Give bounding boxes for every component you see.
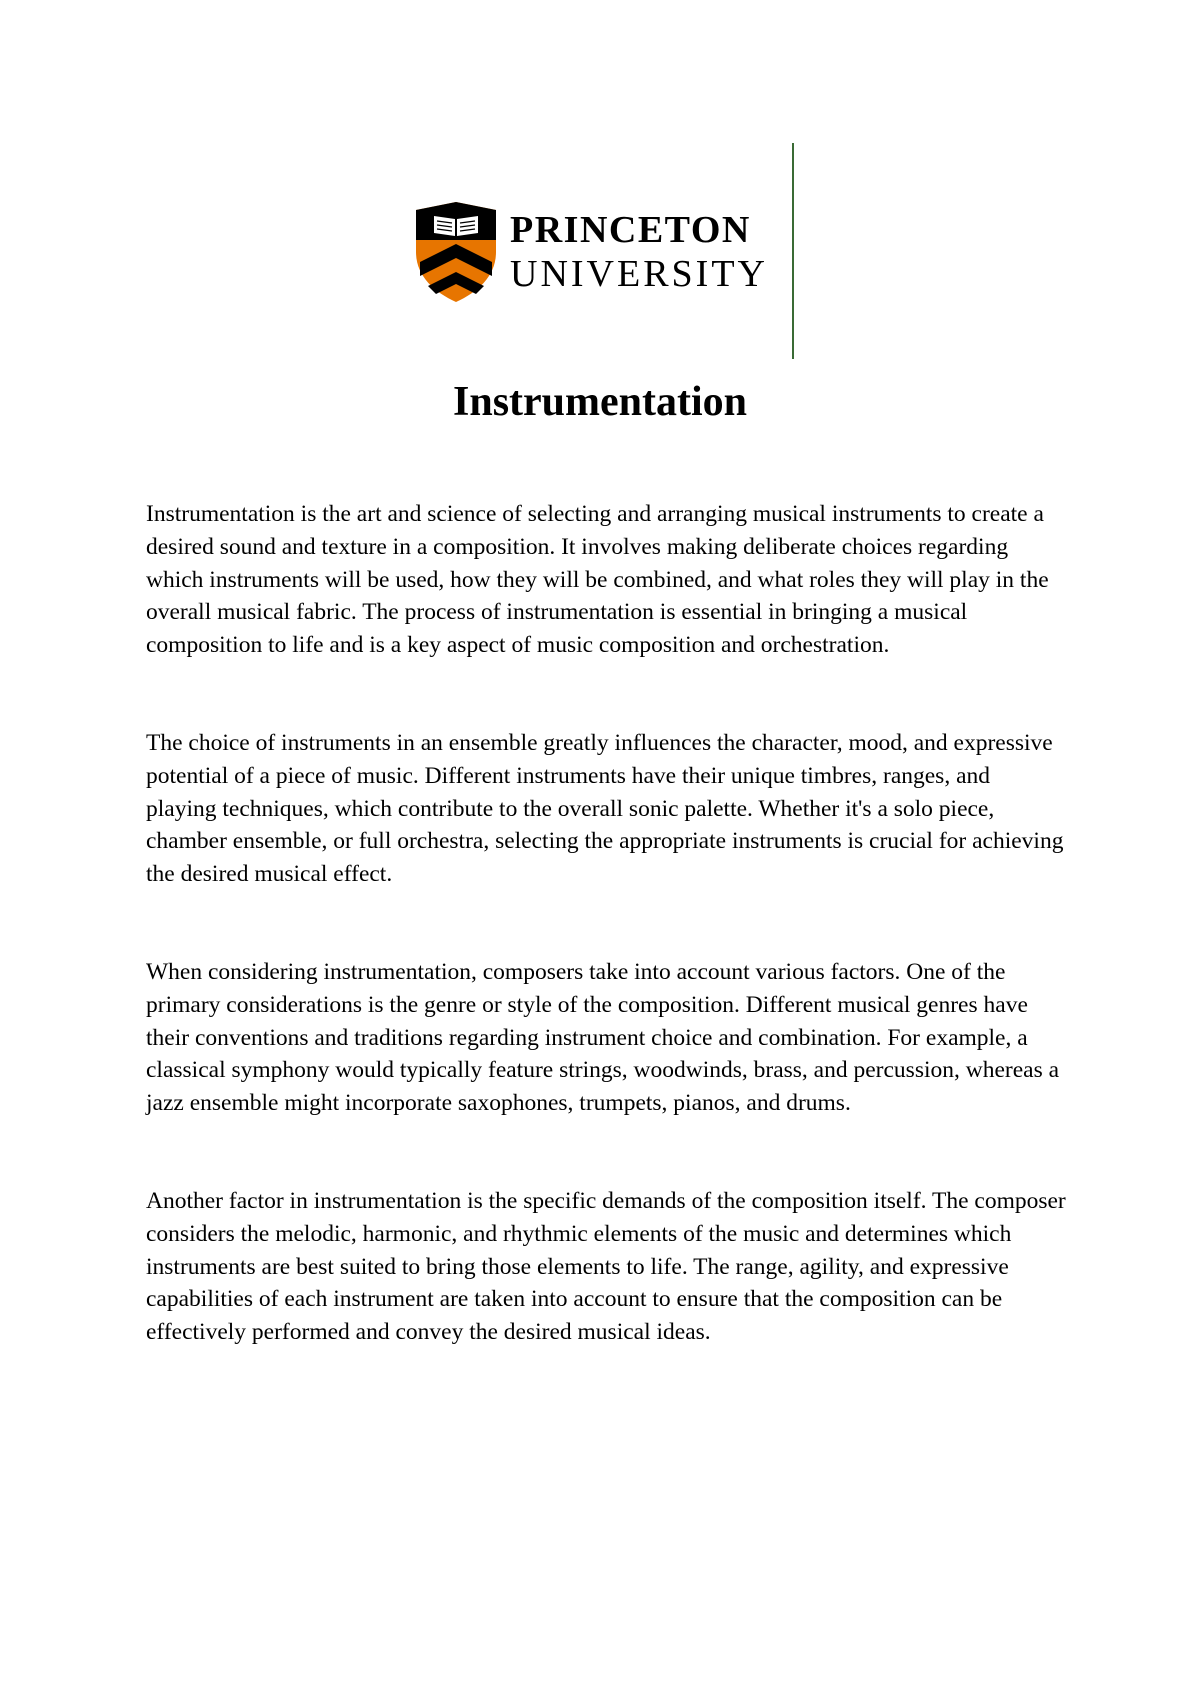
paragraph-3: When considering instrumentation, composers take into account various factors. One of the primary considerations is the genre or style of the composition. Different musical genres have their conventions and traditions regarding instrument choice and combination. For example, a classical symphony would typically feature strings, woodwinds, brass, and percussion, whereas a jazz ensemble might incorporate saxophones, trumpets, pianos, and drums.: [146, 958, 1060, 1117]
university-wordmark: [510, 208, 800, 296]
paragraph-4: Another factor in instrumentation is the specific demands of the composition itself. The composer considers the melodic, harmonic, and rhythmic elements of the music and determines which instruments are best suited to bring those elements to life. The range, agility, and expressive capabilities of each instrument are taken into account to ensure that the composition can be effectively performed and convey the desired musical ideas.: [146, 1187, 1066, 1346]
document-body: [146, 498, 1066, 1414]
shield-icon: [414, 200, 498, 304]
document-title: Instrumentation: [452, 379, 748, 425]
wordmark-line-2: UNIVERSITY: [510, 253, 768, 295]
paragraph-2: The choice of instruments in an ensemble greatly influences the character, mood, and expressive potential of a piece of music. Different instruments have their unique timbres, ranges, and playing techniques, which contribute to the overall sonic palette. Whether it's a solo piece, chamber ensemble, or full orchestra, selecting the appropriate instruments is crucial for achieving the desired musical effect.: [146, 729, 1064, 888]
vertical-divider: [792, 143, 794, 359]
wordmark-line-1: PRINCETON: [510, 209, 751, 251]
university-logo: [414, 196, 794, 312]
paragraph-1: Instrumentation is the art and science of selecting and arranging musical instruments to create a desired sound and texture in a composition. It involves making deliberate choices regarding which instruments will be used, how they will be combined, and what roles they will play in the overall musical fabric. The process of instrumentation is essential in bringing a musical composition to life and is a key aspect of music composition and orchestration.: [146, 501, 1049, 659]
